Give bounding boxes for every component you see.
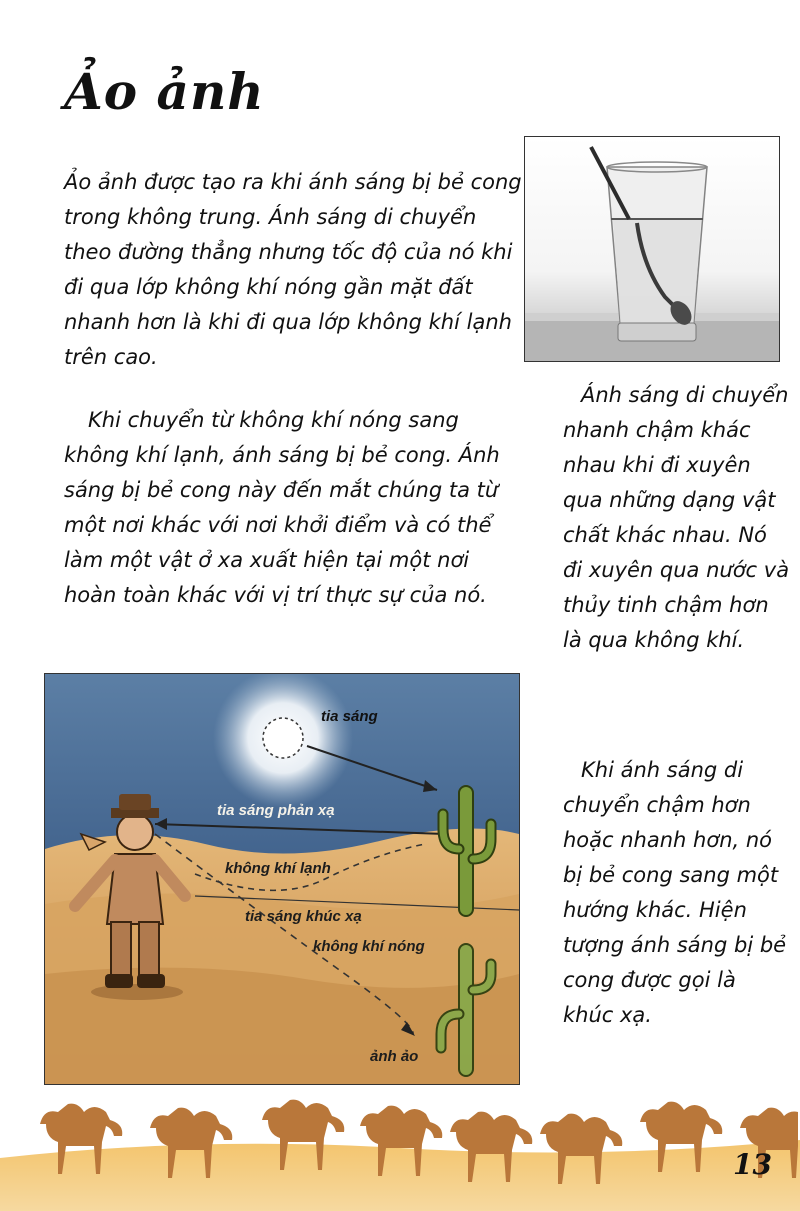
- side-paragraph-1: Ánh sáng di chuyển nhanh chậm khác nhau khi đi xuyên qua những dạng vật chất khác nhau. Nó đi xuyên qua nước và thủy tinh chậm hơn là qua không khí.: [563, 383, 790, 652]
- label-light-ray: tia sáng: [321, 708, 378, 725]
- page-title: Ảo ảnh: [64, 62, 265, 121]
- intro-paragraph: Ảo ảnh được tạo ra khi ánh sáng bị bẻ cong trong không trung. Ánh sáng di chuyển theo đường thẳng nhưng tốc độ của nó khi đi qua lớp không khí nóng gần mặt đất nhanh hơn là khi đi qua lớp không khí lạnh trên cao.: [64, 170, 522, 369]
- side-paragraph-2: Khi ánh sáng di chuyển chậm hơn hoặc nhanh hơn, nó bị bẻ cong sang một hướng khác. Hiện tượng ánh sáng bị bẻ cong được gọi là khúc xạ.: [563, 758, 787, 1027]
- second-paragraph: Khi chuyển từ không khí nóng sang không khí lạnh, ánh sáng bị bẻ cong. Ánh sáng bị bẻ cong này đến mắt chúng ta từ một nơi khác với nơi khởi điểm và có thể làm một vật ở xa xuất hiện tại một nơi hoàn toàn khác với vị trí thực sự của nó.: [64, 408, 500, 607]
- glass-spoon-photo: [524, 136, 780, 362]
- glass-spoon-image: [525, 137, 779, 361]
- mirage-illustration: [44, 673, 520, 1085]
- label-reflected-ray: tia sáng phản xạ: [217, 802, 335, 819]
- desert-scene: [45, 674, 519, 1084]
- label-mirage: ảnh ảo: [370, 1048, 419, 1065]
- label-cold-air: không khí lạnh: [225, 860, 331, 877]
- camel-caravan-decoration: [0, 1088, 800, 1211]
- label-refracted-ray: tia sáng khúc xạ: [245, 908, 362, 925]
- label-hot-air: không khí nóng: [313, 938, 425, 955]
- page-number: 13: [733, 1148, 772, 1181]
